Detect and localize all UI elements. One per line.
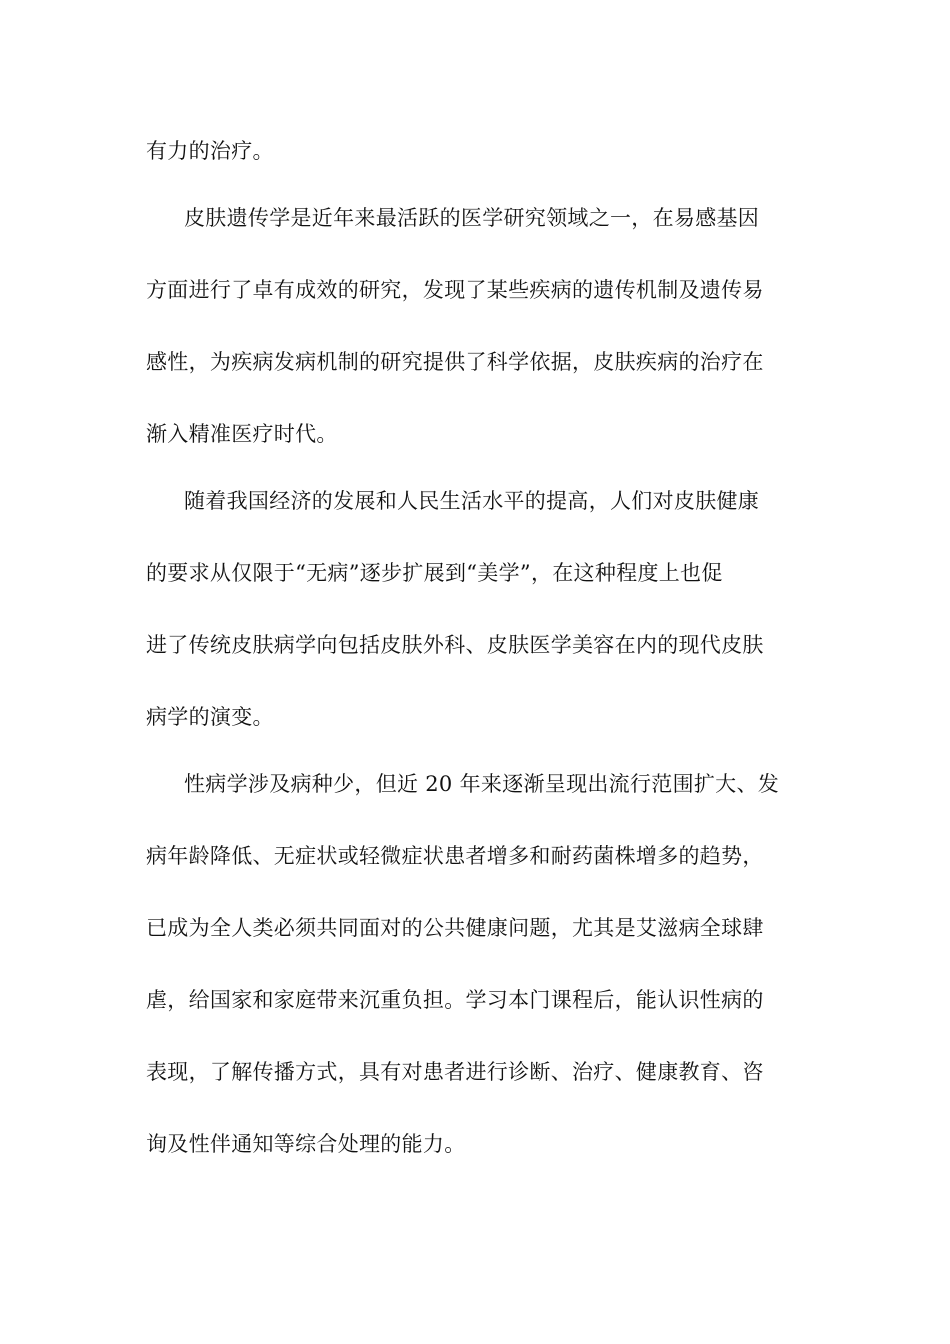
text-line: 随着我国经济的发展和人民生活水平的提高，人们对皮肤健康 — [184, 489, 760, 513]
text-line: 方面进行了卓有成效的研究，发现了某些疾病的遗传机制及遗传易 — [146, 278, 764, 302]
text-line: 表现，了解传播方式，具有对患者进行诊断、治疗、健康教育、咨 — [146, 1060, 764, 1084]
text-line: 的要求从仅限于“无病”逐步扩展到“美学”，在这种程度上也促 — [146, 561, 723, 585]
text-line: 进了传统皮肤病学向包括皮肤外科、皮肤医学美容在内的现代皮肤 — [146, 633, 764, 657]
text-line: 询及性伴通知等综合处理的能力。 — [146, 1132, 466, 1156]
text-line: 病年龄降低、无症状或轻微症状患者增多和耐药菌株增多的趋势， — [146, 844, 764, 868]
text-line: 皮肤遗传学是近年来最活跃的医学研究领域之一，在易感基因 — [184, 206, 760, 230]
text-line: 感性，为疾病发病机制的研究提供了科学依据，皮肤疾病的治疗在 — [146, 350, 764, 374]
text-line: 性病学涉及病种少，但近 20 年来逐渐呈现出流行范围扩大、发 — [184, 772, 780, 796]
text-line: 有力的治疗。 — [146, 139, 274, 163]
text-line: 虐，给国家和家庭带来沉重负担。学习本门课程后，能认识性病的 — [146, 988, 764, 1012]
text-line: 已成为全人类必须共同面对的公共健康问题，尤其是艾滋病全球肆 — [146, 916, 764, 940]
text-line: 病学的演变。 — [146, 705, 274, 729]
text-line: 渐入精准医疗时代。 — [146, 422, 338, 446]
